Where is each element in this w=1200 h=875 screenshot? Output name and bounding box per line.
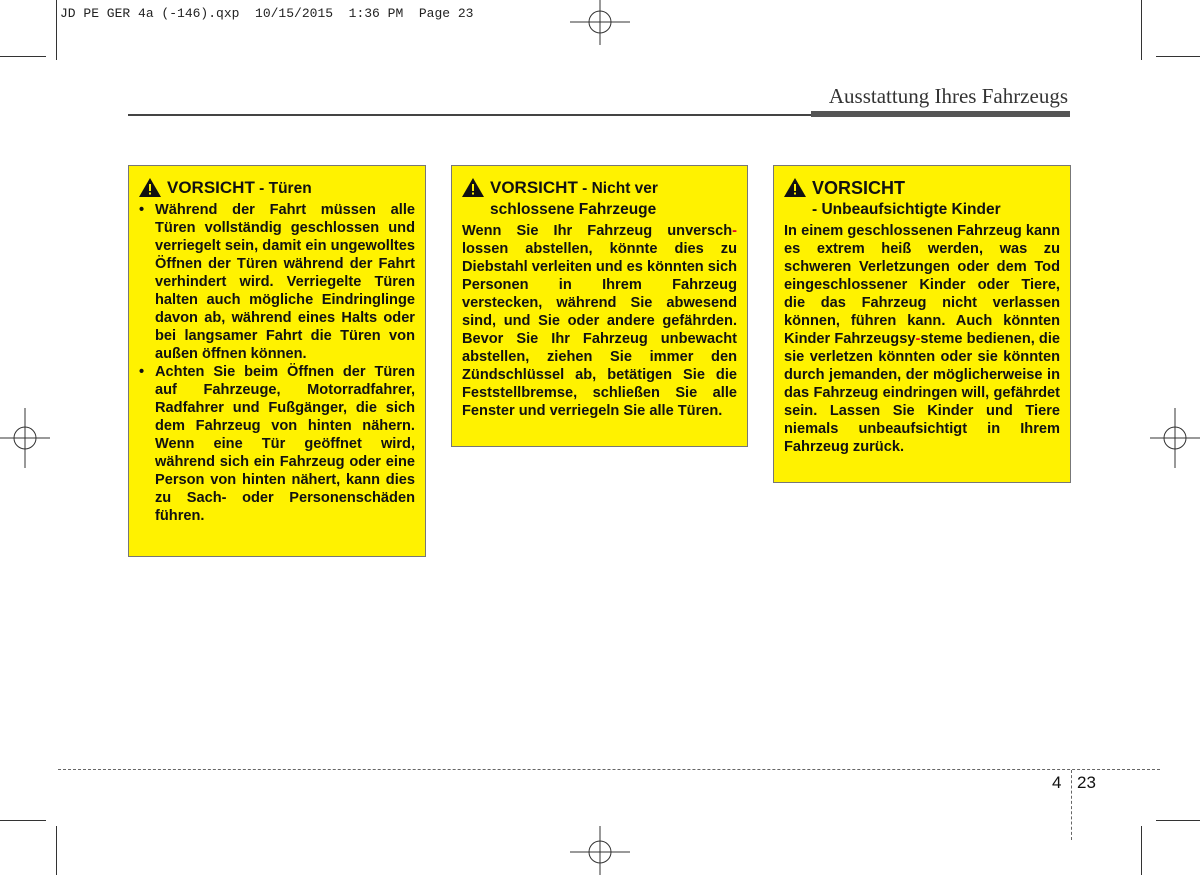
warning-triangle-icon xyxy=(784,178,806,197)
crop-mark xyxy=(0,56,46,57)
warning-triangle-icon xyxy=(139,178,161,197)
caution-label: VORSICHT xyxy=(167,178,255,197)
caution-title xyxy=(784,178,1060,220)
caution-box-unlocked-vehicle xyxy=(451,165,748,447)
footer-vertical-divider xyxy=(1071,770,1072,840)
caution-list xyxy=(139,201,415,525)
crop-mark xyxy=(56,826,57,875)
hyphen: - xyxy=(732,223,737,239)
caution-text: In einem geschlossenen Fahrzeug kann es extrem heiß werden, was zu schweren Verletzungen oder dem Tod eingeschlossener Kinder oder Tiere, die das Fahrzeug nicht verlassen können, führen kann. Auch könnten Kinder Fahrzeugsy-steme bedienen, die sie verletzen könnten oder sie könnten durch jemanden, der möglicherweise in das Fahrzeug eindringen will, gefährdet sein. Lassen Sie Kinder und Tiere niemals unbeaufsichtigt in Ihrem Fahrzeug zurück. xyxy=(784,223,1061,455)
caution-title xyxy=(139,178,415,199)
warning-triangle-icon xyxy=(462,178,484,197)
hyphen: - xyxy=(915,331,921,347)
crop-mark xyxy=(1141,826,1142,875)
registration-mark-icon xyxy=(0,408,50,468)
section-title: Ausstattung Ihres Fahrzeugs xyxy=(828,84,1068,108)
list-item: • Während der Fahrt müssen alle Türen vollständig geschlossen und verriegelt sein, damit ein ungewolltes Öffnen der Türen während der Fahrt verhindert wird. Verriegelte Türen halten auch mögliche Eindringlinge davon ab, während eines Halts oder bei langsamer Fahrt die Türen von außen öffnen können. xyxy=(139,201,415,363)
registration-mark-icon xyxy=(1150,408,1200,468)
caution-box-unattended-children xyxy=(773,165,1071,483)
caution-subtitle: - Nicht ver schlossene Fahrzeuge xyxy=(490,180,658,218)
footer-divider xyxy=(58,769,1160,770)
page-number: 23 xyxy=(1077,773,1096,792)
registration-mark-icon xyxy=(570,0,630,45)
registration-mark-icon xyxy=(570,826,630,875)
crop-mark xyxy=(56,0,57,60)
caution-subtitle: - Unbeaufsichtigte Kinder xyxy=(812,201,1001,218)
list-item: • Achten Sie beim Öffnen der Türen auf Fahrzeuge, Motorradfahrer, Radfahrer und Fußgänger, die sich dem Fahrzeug von hinten nähern. Wenn eine Tür geöffnet wird, während sich ein Fahrzeug oder eine Person von hinten nähert, kann dies zu Sach- oder Personenschäden führen. xyxy=(139,363,415,525)
print-slug: JD PE GER 4a (-146).qxp 10/15/2015 1:36 PM Page 23 xyxy=(60,6,474,21)
crop-mark xyxy=(1156,56,1200,57)
crop-mark xyxy=(0,820,46,821)
caution-label: VORSICHT xyxy=(490,178,578,197)
caution-title xyxy=(462,178,737,220)
chapter-number: 4 xyxy=(1052,773,1062,792)
caution-subtitle: - Türen xyxy=(254,180,312,197)
caution-label: VORSICHT xyxy=(812,178,906,198)
caution-box-doors xyxy=(128,165,426,557)
crop-mark xyxy=(1141,0,1142,60)
caution-text: Wenn Sie Ihr Fahrzeug unversch-lossen abstellen, könnte dies zu Diebstahl verleiten und es könnten sich Personen in Ihrem Fahrzeug verstecken, während Sie abwesend sind, und Sie oder andere gefährden. Bevor Sie Ihr Fahrzeug unbewacht abstellen, ziehen Sie immer den Zündschlüssel ab, betätigen Sie die Feststellbremse, schließen Sie alle Fenster und verriegeln Sie alle Türen. xyxy=(462,223,737,419)
header-rule-thick xyxy=(811,111,1070,117)
header-rule xyxy=(128,114,811,116)
crop-mark xyxy=(1156,820,1200,821)
